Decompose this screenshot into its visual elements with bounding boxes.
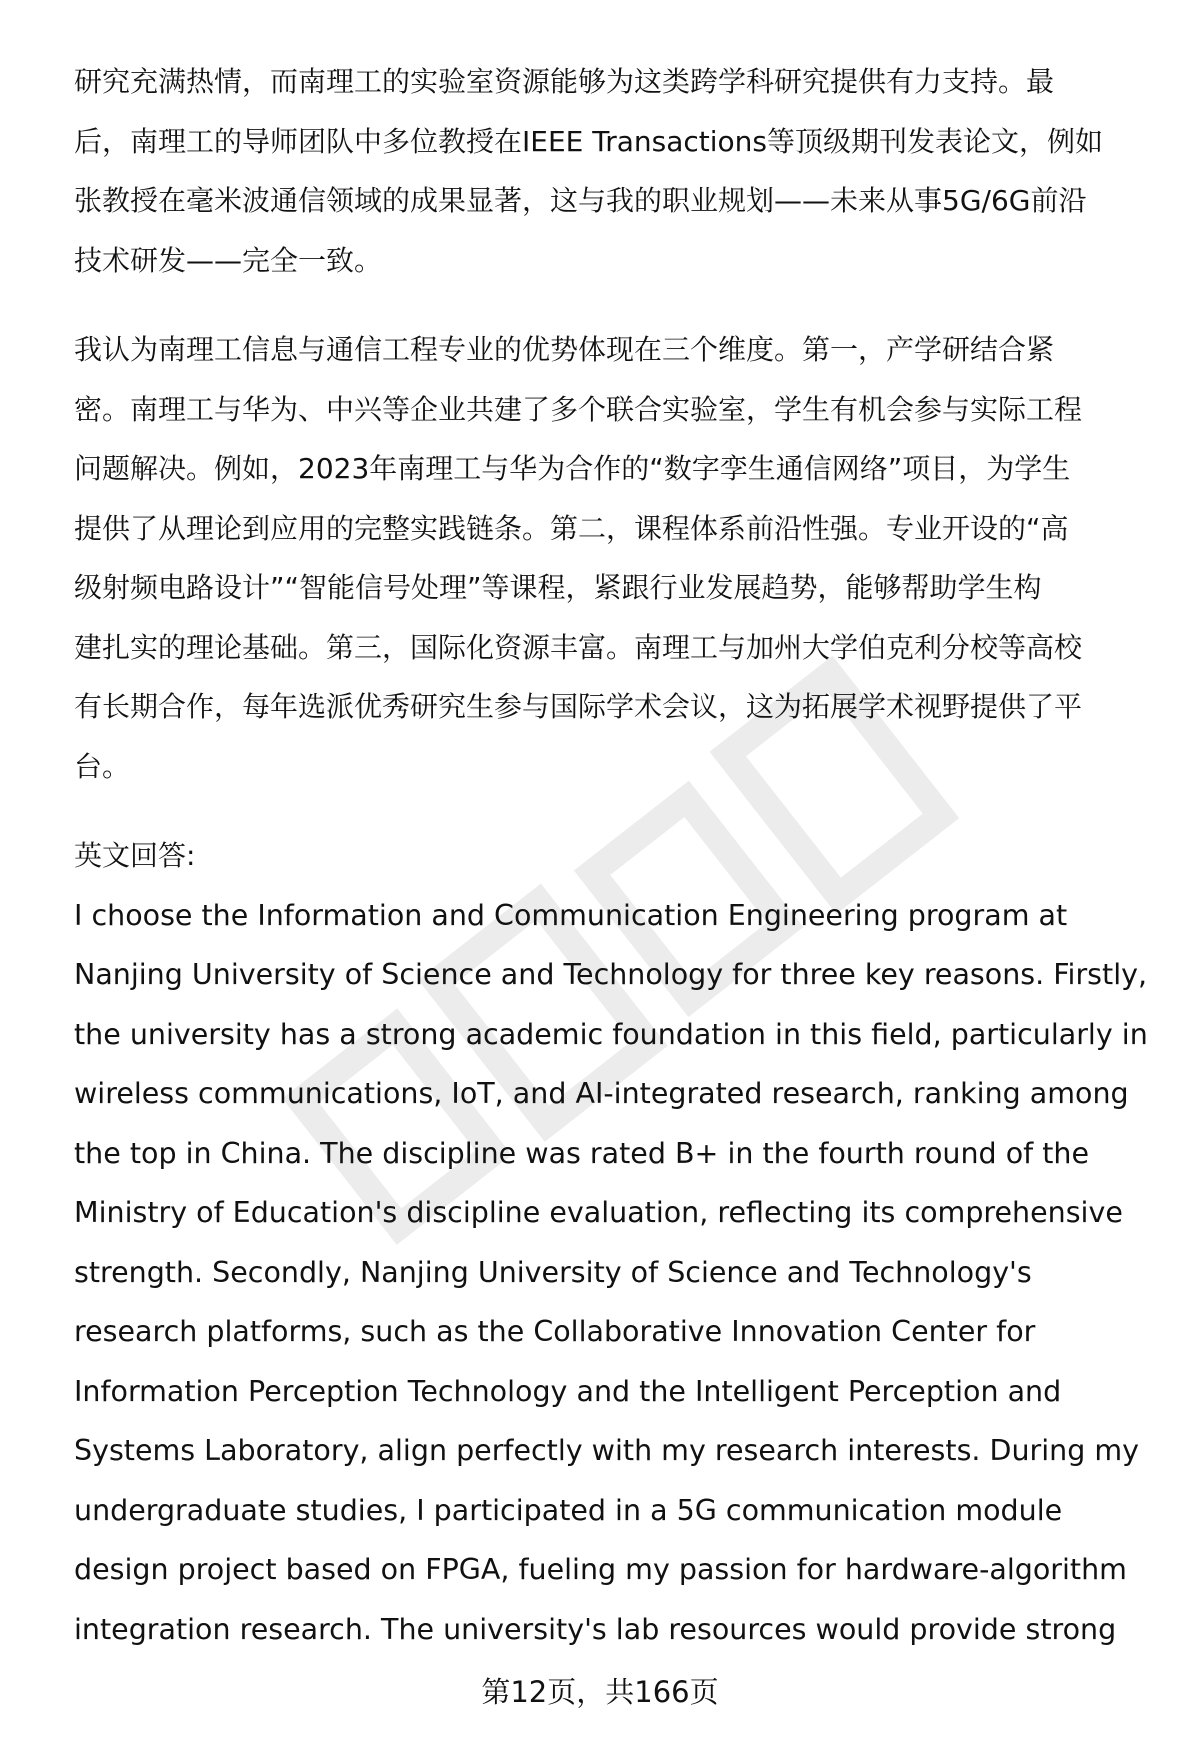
text-line: 张教授在毫米波通信领域的成果显著，这与我的职业规划——未来从事5G/6G前沿 [74,184,1087,217]
paragraph-english [74,886,1164,1660]
text-line: integration research. The university's lab resources would provide strong [74,1612,1117,1646]
text-line: the university has a strong academic foundation in this field, particularly in [74,1017,1148,1051]
text-line: 级射频电路设计”“智能信号处理”等课程，紧跟行业发展趋势，能够帮助学生构 [74,571,1042,604]
text-line: 密。南理工与华为、中兴等企业共建了多个联合实验室，学生有机会参与实际工程 [74,392,1083,426]
paragraph-chinese-2 [74,320,1164,796]
text-line: the top in China. The discipline was rated B+ in the fourth round of the [74,1136,1089,1170]
text-line: 后，南理工的导师团队中多位教授在IEEE Transactions等顶级期刊发表论文，例如 [74,124,1104,158]
text-line: strength. Secondly, Nanjing University of Science and Technology's [74,1255,1032,1289]
page-number-footer: 第12页，共166页 [481,1675,719,1709]
text-line: 提供了从理论到应用的完整实践链条。第二，课程体系前沿性强。专业开设的“高 [74,511,1069,545]
text-line: 建扎实的理论基础。第三，国际化资源丰富。南理工与加州大学伯克利分校等高校 [74,630,1083,664]
text-line: design project based on FPGA, fueling my passion for hardware-algorithm [74,1553,1127,1586]
text-line: 问题解决。例如，2023年南理工与华为合作的“数字孪生通信网络”项目，为学生 [74,452,1071,485]
text-line: research platforms, such as the Collaborative Innovation Center for [74,1315,1036,1348]
text-line: Systems Laboratory, align perfectly with my research interests. During my [74,1434,1140,1467]
text-line: 技术研发——完全一致。 [74,243,383,277]
text-line: 台。 [74,749,131,783]
paragraph-spacer [74,796,1164,826]
english-answer-label: 英文回答: [74,839,196,872]
paragraph-chinese-1 [74,52,1164,290]
text-line: 研究充满热情，而南理工的实验室资源能够为这类跨学科研究提供有力支持。最 [74,65,1055,98]
paragraph-spacer [74,290,1164,320]
document-body [74,52,1164,1659]
text-line: Nanjing University of Science and Technology for three key reasons. Firstly, [74,958,1148,991]
text-line: 有长期合作，每年选派优秀研究生参与国际学术会议，这为拓展学术视野提供了平 [74,690,1083,723]
text-line: I choose the Information and Communication Engineering program at [74,898,1068,932]
text-line: Information Perception Technology and the Intelligent Perception and [74,1374,1062,1408]
text-line: Ministry of Education's discipline evaluation, reflecting its comprehensive [74,1196,1123,1229]
text-line: undergraduate studies, I participated in a 5G communication module [74,1493,1063,1527]
text-line: wireless communications, IoT, and AI-integrated research, ranking among [74,1077,1129,1110]
text-line: 我认为南理工信息与通信工程专业的优势体现在三个维度。第一，产学研结合紧 [74,333,1055,366]
